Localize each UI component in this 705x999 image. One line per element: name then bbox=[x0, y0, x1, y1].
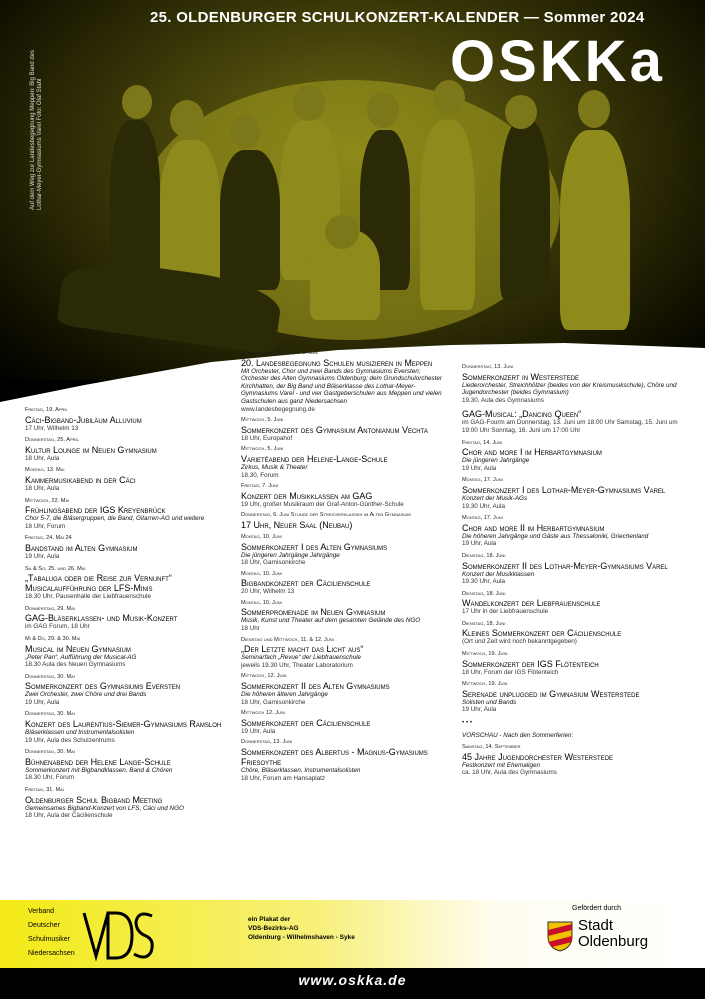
event-subtitle: Konzert der Musikklassen bbox=[462, 570, 535, 578]
event-title: Kleines Sommerkonzert der Cäcilienschule bbox=[462, 628, 622, 639]
event-subtitle: Solisten und Bands bbox=[462, 698, 517, 706]
event-title: Bigbandkonzert der Cäcilienschule bbox=[241, 578, 371, 589]
event-item bbox=[462, 681, 687, 714]
event-subtitle: Seminarfach „Revue“ der Liebfrauenschule bbox=[241, 654, 362, 662]
vds-word: Verband bbox=[28, 908, 55, 915]
event-title: Wandelkonzert der Liebfrauenschule bbox=[462, 598, 601, 609]
event-date: Sa & So, 25. und 26. Mai bbox=[25, 565, 86, 572]
funded-by-label: Gefördert durch bbox=[572, 905, 622, 912]
event-subtitle: Chor 5-7, die Bläsergruppen, die Band, Gitarren-AG und weitere bbox=[25, 515, 205, 523]
city-name-line: Oldenburg bbox=[578, 933, 649, 950]
event-title: Serenade unplugged im Gymnasium Westerstede bbox=[462, 688, 640, 699]
vorschau-label: VORSCHAU - Nach den Sommerferien: bbox=[462, 731, 574, 739]
vds-word: Niedersachsen bbox=[28, 950, 75, 957]
event-item bbox=[462, 621, 687, 646]
event-subtitle: Sommerkonzert mit Bigbandklassen, Band & Chören bbox=[25, 766, 173, 774]
event-item bbox=[241, 710, 449, 735]
photo-credit: Auf dem Weg zur Landesbegegnung Meppen: Big Band des Lothar-Meyer-Gymnasiums Varel Foto: Olaf Stahl bbox=[30, 49, 43, 210]
event-subtitle: Gemeinsames Bigband-Konzert von LFS, Cäci und NGO bbox=[25, 804, 184, 812]
event-date: Dienstag, 18. Juni bbox=[462, 552, 506, 559]
event-title: Sommerkonzert des Gymnasium Antonianum Vechta bbox=[241, 424, 428, 435]
event-date: Montag, 10. Juni bbox=[241, 533, 282, 540]
event-item bbox=[241, 571, 449, 596]
poster-info-line: ein Plakat der bbox=[248, 916, 291, 923]
event-item bbox=[462, 651, 687, 676]
event-item bbox=[25, 636, 225, 669]
event-item bbox=[241, 483, 449, 508]
event-info: 19 Uhr, Aula bbox=[462, 464, 497, 472]
event-item bbox=[25, 407, 225, 432]
event-info: 19 Uhr, großer Musikraum der Graf-Anton-Günther-Schule bbox=[241, 500, 404, 508]
event-subtitle: Liederorchester, Streichhölzer (beides von der Kreismusikschule), Chöre und Jugendorchester (beides Gymnasium) bbox=[462, 381, 677, 397]
oldenburg-crest-icon bbox=[546, 920, 574, 952]
vds-association-name bbox=[28, 905, 75, 961]
event-item bbox=[25, 711, 225, 744]
event-title: Oldenburger Schul Bigband Meeting bbox=[25, 794, 163, 805]
event-date: Mittwoch, 12. Juni bbox=[241, 673, 287, 680]
event-info: 18.30, Forum bbox=[241, 471, 279, 479]
poster-info bbox=[248, 915, 355, 942]
event-subtitle: Mit Orchester, Chor und zwei Bands des Gymnasiums Eversten; Orchester des Alten Gymnasiums Oldenburg; dem Grundschulorchester Kirchhatten, der Big Band und Bläserklasse des Lothar-Meyer-Gymnasiums Varel - und vier Gastgeberschulen aus Meppen und vielen Gastschulen aus ganz Niedersachsen bbox=[241, 367, 443, 405]
event-date: Montag bis Mittwoch, 3.-5. Juni bbox=[241, 350, 319, 356]
event-info: 19.30 Uhr, Aula bbox=[462, 578, 506, 586]
event-info: 18 Uhr, Aula der Cäcilienschule bbox=[25, 812, 113, 820]
event-subtitle: Konzert der Musik-AGs bbox=[462, 494, 528, 502]
event-title: Cäci-Bigband-Jubiläum Alluvium bbox=[25, 414, 142, 425]
event-date: Donnerstag, 30. Mai bbox=[25, 749, 75, 756]
event-date: Freitag, 14. Juni bbox=[462, 439, 503, 446]
event-subtitle: Musik, Kunst und Theater auf dem gesamten Gelände des NGO bbox=[241, 617, 421, 625]
calendar-title: 25. OLDENBURGER SCHULKONZERT-KALENDER — Sommer 2024 bbox=[150, 9, 645, 26]
event-title: Frühlingsabend der IGS Kreyenbrück bbox=[25, 505, 166, 516]
event-title: Musical im Neuen Gymnasium bbox=[25, 643, 131, 654]
event-info: 18 Uhr, Aula bbox=[25, 454, 60, 462]
poster-info-line: VDS-Bezirks-AG bbox=[248, 925, 299, 932]
event-title: Sommerkonzert des Albertus - Magnus-Gymasiums Friesoythe bbox=[241, 747, 428, 767]
event-title: Bühnenabend der Helene Lange-Schule bbox=[25, 756, 171, 767]
vds-word: Deutscher bbox=[28, 922, 60, 929]
event-info: 17 Uhr in der Liebfrauenschule bbox=[462, 608, 549, 616]
event-date: Donnerstag, 13. Juni bbox=[462, 364, 514, 370]
event-subtitle: Chöre, Bläserklassen, Instrumentalsolisten bbox=[241, 767, 361, 774]
event-info: www.landesbegegnung.de bbox=[241, 405, 315, 413]
event-title: Bandstand im Alten Gymnasium bbox=[25, 542, 138, 553]
event-info: 18 Uhr, Forum am Hansaplatz bbox=[241, 774, 325, 782]
event-subtitle: Die jüngeren Jahrgänge bbox=[462, 457, 530, 465]
event-date: Mi & Do, 29. & 30. Mai bbox=[25, 635, 81, 642]
event-item bbox=[241, 637, 449, 670]
event-item bbox=[25, 498, 225, 531]
event-title: Sommerkonzert II des Lothar-Meyer-Gymnasiums Varel bbox=[462, 560, 668, 571]
event-info: ca. 18 Uhr, Aula des Gymnasiums bbox=[462, 769, 557, 777]
event-item bbox=[241, 512, 449, 530]
event-title: 45 Jahre Jugendorchester Westerstede bbox=[462, 751, 614, 762]
event-info: 18 Uhr, Garnisonkirche bbox=[241, 698, 306, 706]
event-date: Donnerstag, 29. Mai bbox=[25, 605, 75, 612]
event-item bbox=[462, 515, 687, 548]
event-title: GAG-Bläserklassen- und Musik-Konzert bbox=[25, 613, 178, 624]
event-date: Donnerstag, 25. April bbox=[25, 437, 79, 444]
event-title: Sommerkonzert in Westerstede bbox=[462, 371, 580, 382]
event-item bbox=[241, 446, 449, 479]
event-info: 19 Uhr, Aula bbox=[25, 552, 60, 560]
city-name-line: Stadt bbox=[578, 917, 614, 934]
event-date: Mittwoch, 5. Juni bbox=[241, 446, 284, 453]
event-date: Freitag, 24. Mai 24 bbox=[25, 535, 72, 542]
events-column-3 bbox=[462, 364, 687, 782]
event-item bbox=[462, 591, 687, 616]
event-title: Sommerpromenade im Neuen Gymnasium bbox=[241, 607, 386, 618]
event-item bbox=[25, 787, 225, 820]
event-info: 19 Uhr, Aula des Schulzentrums bbox=[25, 736, 115, 744]
vds-word: Schulmusiker bbox=[28, 936, 71, 943]
event-item bbox=[462, 440, 687, 473]
event-date: Montag, 17. Juni bbox=[462, 515, 503, 522]
event-item bbox=[462, 553, 687, 586]
event-title: Sommerkonzert II des Alten Gymnasiums bbox=[241, 681, 390, 692]
event-date: Mittwoch, 22. Mai bbox=[25, 497, 70, 504]
event-date: Montag, 10. Juni bbox=[241, 599, 282, 606]
event-date: Montag, 17. Juni bbox=[462, 477, 503, 484]
event-subtitle: Die höheren älteren Jahrgänge bbox=[241, 691, 328, 699]
event-item bbox=[241, 534, 449, 567]
event-date: Freitag, 7. Juni bbox=[241, 483, 279, 490]
event-info: 19 Uhr, Aula bbox=[462, 540, 497, 548]
poster-info-line: Oldenburg - Wilhelmshaven - Syke bbox=[248, 934, 355, 941]
event-title: „Tabaluga oder die Reise zur Vernunft“ Musicalaufführung der LFS-Minis bbox=[25, 573, 172, 594]
event-info: 18 Uhr, Aula bbox=[25, 484, 60, 492]
event-title: Konzert des Laurentius-Siemer-Gymnasiums Ramsloh bbox=[25, 719, 222, 730]
event-title: Chor and more I im Herbartgymnasium bbox=[462, 447, 602, 458]
event-info: 19.30, Aula des Gymnasiums bbox=[462, 396, 544, 404]
event-item bbox=[25, 437, 225, 462]
event-item bbox=[241, 739, 449, 782]
event-info: (Ort und Zeit wird noch bekanntgegeben) bbox=[462, 638, 577, 646]
event-date: Samstag, 14. September bbox=[462, 744, 521, 751]
event-subtitle: Die jüngeren Jahrgänge Jahrgänge bbox=[241, 551, 340, 559]
preview-event bbox=[462, 744, 687, 777]
event-info: 18 Uhr, Forum bbox=[25, 522, 66, 530]
event-info: 19 Uhr, Aula bbox=[25, 698, 60, 706]
event-date: Mittwoch 12. Juni bbox=[241, 710, 285, 717]
event-date: Donnerstag, 30. Mai bbox=[25, 711, 75, 718]
event-date: Dienstag, 18. Juni bbox=[462, 590, 506, 597]
event-subtitle: Festkonzert mit Ehemaligen bbox=[462, 761, 541, 769]
event-date: Freitag, 19. April bbox=[25, 407, 68, 413]
event-item bbox=[462, 409, 687, 434]
event-date: Mittwoch, 19. Juni bbox=[462, 681, 508, 688]
event-info: 18 Uhr, Forum der IGS Flötenteich bbox=[462, 668, 559, 676]
event-title: Kultur Lounge im Neuen Gymnasium bbox=[25, 444, 157, 455]
event-subtitle: Zirkus, Musik & Theater bbox=[241, 463, 308, 471]
event-subtitle: „Peter Pan“, Aufführung der Musical-AG bbox=[25, 653, 137, 661]
event-title: Sommerkonzert der IGS Flötenteich bbox=[462, 658, 599, 669]
event-info: 17 Uhr, Wilhelm 13 bbox=[25, 424, 79, 432]
event-title: Kammermusikabend in der Cäci bbox=[25, 474, 136, 485]
event-info: 19.30 Uhr, Aula bbox=[462, 502, 506, 510]
event-date: Freitag, 31. Mai bbox=[25, 787, 64, 794]
vds-logo bbox=[82, 908, 157, 963]
event-title: 17 Uhr, Neuer Saal (Neubau) bbox=[241, 519, 353, 530]
event-title: Varietéabend der Helene-Lange-Schule bbox=[241, 453, 388, 464]
website-url[interactable]: www.oskka.de bbox=[298, 972, 407, 988]
event-item bbox=[25, 467, 225, 492]
event-item bbox=[241, 673, 449, 706]
event-info: 18 Uhr, Europahof bbox=[241, 434, 293, 442]
event-item bbox=[25, 566, 225, 601]
event-title: Chor and more II im Herbartgymnasium bbox=[462, 522, 605, 533]
event-date: Mittwoch, 5. Juni bbox=[241, 417, 284, 424]
city-name bbox=[578, 918, 648, 950]
event-item bbox=[25, 749, 225, 782]
event-info: 18 Uhr, Garnisonkirche bbox=[241, 559, 306, 567]
event-info: 18.30 Aula des Neuen Gymnasiums bbox=[25, 661, 126, 669]
event-title: Sommerkonzert der Cäcilienschule bbox=[241, 717, 371, 728]
event-info: 20 Uhr, Wilhelm 13 bbox=[241, 588, 295, 596]
event-date: Montag, 13. Mai bbox=[25, 467, 65, 474]
event-item bbox=[241, 600, 449, 633]
separator-dots: • • • bbox=[462, 719, 473, 727]
event-title: Sommerkonzert des Gymnasiums Eversten bbox=[25, 681, 181, 692]
event-item bbox=[241, 417, 449, 442]
event-item bbox=[25, 674, 225, 707]
event-subtitle: Zwei Orchester, zwei Chöre und drei Bands bbox=[25, 691, 147, 699]
event-info: 18.30 Uhr, Pausenhalle der Liebfrauenschule bbox=[25, 593, 152, 601]
event-title: Konzert der Musikklassen am GAG bbox=[241, 490, 373, 501]
event-date: Dienstag, 18. Juni bbox=[462, 620, 506, 627]
event-title: Sommerkonzert I des Lothar-Meyer-Gymnasiums Varel bbox=[462, 484, 666, 495]
events-column-1 bbox=[25, 407, 225, 825]
event-subtitle: Bläserklassen und Instrumentalsolisten bbox=[25, 729, 135, 737]
event-date: Mittwoch, 19. Juni bbox=[462, 651, 508, 658]
event-date: Donnerstag, 6. Juni Stunde der Streicherklassen im Alten Gymnasium bbox=[241, 512, 411, 519]
event-title: Sommerkonzert I des Alten Gymnasiums bbox=[241, 541, 388, 552]
event-item bbox=[25, 535, 225, 560]
event-date: Montag, 10. Juni bbox=[241, 570, 282, 577]
event-item bbox=[462, 364, 687, 404]
oskka-logo: OSKKa bbox=[450, 29, 665, 94]
event-item bbox=[462, 477, 687, 510]
event-info: jeweils 19.30 Uhr, Theater Laboratorium bbox=[241, 661, 353, 669]
event-title: „Der Letzte macht das Licht aus“ bbox=[241, 644, 364, 655]
event-date: Donnerstag, 30. Mai bbox=[25, 673, 75, 680]
event-info: im GAG Forum, 18 Uhr bbox=[25, 623, 90, 631]
event-info: 19 Uhr, Aula bbox=[462, 706, 497, 714]
event-title: GAG-Musical: „Dancing Queen“ bbox=[462, 409, 582, 420]
event-item bbox=[241, 350, 449, 413]
event-subtitle: Die höheren Jahrgänge und Gäste aus Thessaloniki, Griechenland bbox=[462, 532, 649, 540]
event-info: 18.30 Uhr, Forum bbox=[25, 774, 74, 782]
events-column-2 bbox=[241, 350, 449, 786]
event-info: im GAG-Fourm am Donnerstag, 13. Juni um 18:00 Uhr Samstag, 15. Juni um 19:00 Uhr Sonntag, 16. Juni um 17:00 Uhr bbox=[462, 419, 678, 434]
event-date: Donnerstag, 13. Juni bbox=[241, 739, 293, 746]
event-date: Dienstag und Mittwoch, 11. & 12. Juni bbox=[241, 636, 334, 643]
event-info: 19 Uhr, Aula bbox=[241, 727, 276, 735]
event-info: 18 Uhr bbox=[241, 625, 260, 633]
event-title: 20. Landesbegegnung Schulen musizieren in Meppen bbox=[241, 357, 433, 368]
event-item bbox=[25, 606, 225, 631]
